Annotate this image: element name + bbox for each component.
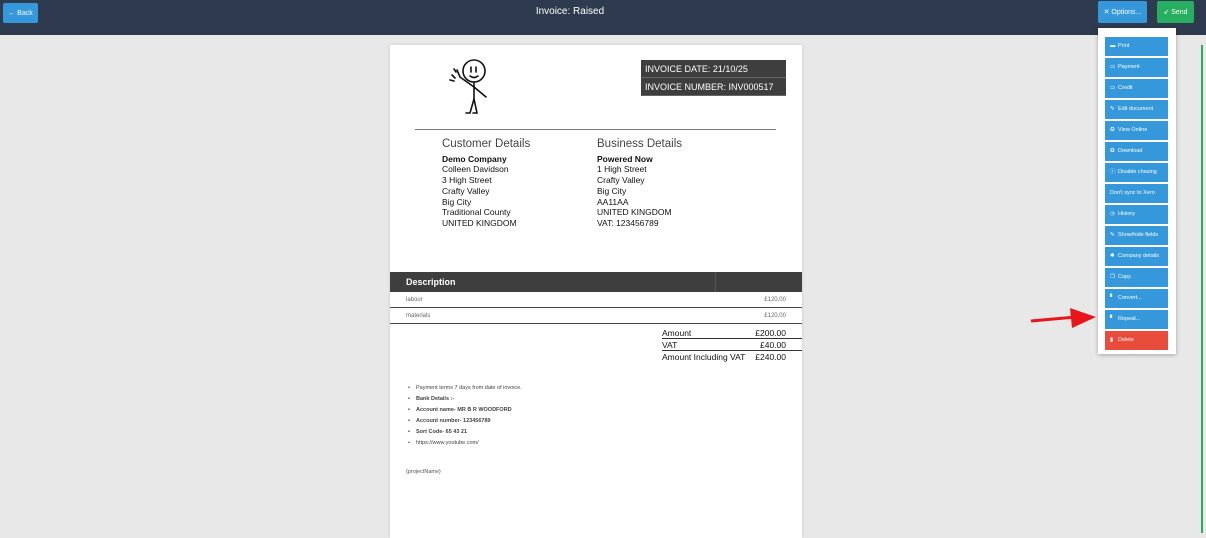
menu-item-label: Convert... <box>1118 295 1142 301</box>
menu-item-label: Print <box>1118 43 1130 49</box>
menu-item-copy[interactable] <box>1105 268 1168 287</box>
menu-item-label: Delete <box>1118 337 1134 343</box>
item-price: £120.00 <box>764 313 786 319</box>
top-bar <box>0 0 1206 35</box>
note-item: • Bank Details :- <box>406 394 522 405</box>
business-line: AA11AA <box>597 196 629 207</box>
menu-item-show-hide-fields[interactable] <box>1105 226 1168 245</box>
business-line: VAT: 123456789 <box>597 217 659 228</box>
customer-details-heading: Customer Details <box>442 138 531 150</box>
scrollbar-edge <box>1201 45 1203 533</box>
customer-name: Demo Company <box>442 153 507 164</box>
table-row <box>390 308 802 324</box>
menu-item-label: History <box>1118 211 1136 217</box>
business-details-heading: Business Details <box>597 138 683 150</box>
menu-item-label: Payment <box>1118 64 1140 70</box>
business-details <box>597 139 682 229</box>
menu-item-label: Credit <box>1118 85 1133 91</box>
menu-item-credit[interactable] <box>1105 79 1168 98</box>
total-row <box>662 339 802 351</box>
globe-icon: ✪ <box>1110 127 1115 133</box>
menu-item-label: Repeat... <box>1118 316 1141 322</box>
customer-line: Traditional County <box>442 207 511 218</box>
note-item: • Payment terms 7 days from date of invoice. <box>406 383 522 394</box>
options-dropdown <box>1098 28 1176 354</box>
menu-item-label: Copy <box>1118 274 1131 280</box>
info-icon: ⓘ <box>1110 169 1116 175</box>
page-title: Invoice: Raised <box>535 6 605 17</box>
project-name-placeholder: {projectName} <box>406 469 441 475</box>
note-item: • Account name- MR B R WOODFORD <box>406 405 522 416</box>
gear-icon: ✱ <box>1110 253 1115 259</box>
item-description: labour <box>406 297 423 303</box>
invoice-document <box>390 45 802 538</box>
business-line: 1 High Street <box>597 164 647 175</box>
table-row <box>390 292 802 308</box>
description-column-header: Description <box>406 277 456 287</box>
menu-item-label: Company details <box>1118 253 1159 259</box>
business-line: Big City <box>597 185 627 196</box>
menu-item-convert[interactable] <box>1105 289 1168 308</box>
item-description: materials <box>406 313 431 319</box>
total-label: Amount <box>662 328 692 338</box>
totals-table <box>662 327 802 363</box>
note-link[interactable]: • https://www.youtube.com/ <box>406 438 522 449</box>
business-line: Crafty Valley <box>597 175 645 186</box>
menu-item-label: Edit document <box>1118 106 1154 112</box>
credit-icon: ▭ <box>1110 85 1116 91</box>
menu-item-label: Show/hide fields <box>1118 232 1159 238</box>
business-line: UNITED KINGDOM <box>597 207 672 218</box>
total-row <box>662 351 802 363</box>
menu-item-label: Download <box>1118 148 1143 154</box>
column-separator <box>715 272 716 292</box>
file-icon: ▘ <box>1110 316 1115 322</box>
menu-item-payment[interactable] <box>1105 58 1168 77</box>
menu-item-history[interactable] <box>1105 205 1168 224</box>
customer-line: UNITED KINGDOM <box>442 217 517 228</box>
total-value: £40.00 <box>760 340 786 350</box>
invoice-info-box <box>641 60 786 96</box>
printer-icon: ▬ <box>1110 43 1116 49</box>
download-icon: ✪ <box>1110 148 1115 154</box>
item-price: £120.00 <box>764 297 786 303</box>
menu-item-company-details[interactable] <box>1105 247 1168 266</box>
menu-item-view-online[interactable] <box>1105 121 1168 140</box>
history-icon: ◷ <box>1110 211 1115 217</box>
business-name: Powered Now <box>597 153 653 164</box>
options-button[interactable]: ✕ Options... <box>1098 1 1147 23</box>
pencil-icon: ✎ <box>1110 106 1115 112</box>
total-row <box>662 327 802 339</box>
stick-figure-logo <box>444 55 500 119</box>
customer-details <box>442 139 530 229</box>
payment-icon: ▭ <box>1110 64 1116 70</box>
file-icon: ▘ <box>1110 295 1115 301</box>
menu-item-print[interactable] <box>1105 37 1168 56</box>
customer-line: Big City <box>442 196 472 207</box>
invoice-number: INVOICE NUMBER: INV000517 <box>641 78 786 96</box>
total-value: £240.00 <box>755 352 786 362</box>
customer-line: Colleen Davidson <box>442 164 509 175</box>
menu-item-label: Don't sync to Xero <box>1110 190 1155 196</box>
total-label: VAT <box>662 340 678 350</box>
customer-line: Crafty Valley <box>442 185 490 196</box>
menu-item-label: View Online <box>1118 127 1148 133</box>
back-button[interactable]: ← Back <box>3 3 38 23</box>
menu-item-edit-document[interactable] <box>1105 100 1168 119</box>
menu-item-label: Disable chasing <box>1118 169 1157 175</box>
items-table-header <box>390 272 802 292</box>
total-label: Amount Including VAT <box>662 352 746 362</box>
divider <box>415 129 776 130</box>
total-value: £200.00 <box>755 328 786 338</box>
copy-icon: ❐ <box>1110 274 1115 280</box>
note-item: • Account number- 123456789 <box>406 416 522 427</box>
menu-item-download[interactable] <box>1105 142 1168 161</box>
menu-item-dont-sync-xero[interactable] <box>1105 184 1168 203</box>
annotation-arrow-icon <box>1030 308 1098 330</box>
menu-item-delete[interactable] <box>1105 331 1168 350</box>
customer-line: 3 High Street <box>442 175 492 186</box>
send-button[interactable]: ➶ Send <box>1157 1 1194 23</box>
note-item: • Sort Code- 65 43 21 <box>406 427 522 438</box>
invoice-notes <box>406 383 522 449</box>
invoice-date: INVOICE DATE: 21/10/25 <box>641 60 786 78</box>
menu-item-repeat[interactable] <box>1105 310 1168 329</box>
menu-item-disable-chasing[interactable] <box>1105 163 1168 182</box>
pencil-icon: ✎ <box>1110 232 1115 238</box>
trash-icon: ▮ <box>1110 337 1114 343</box>
